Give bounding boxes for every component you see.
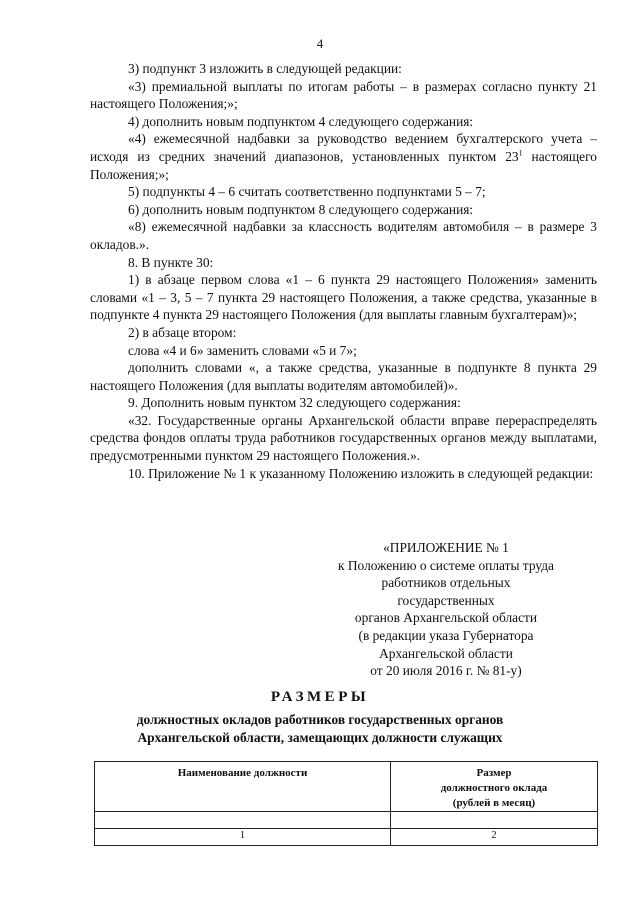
paragraph-5: 5) подпункты 4 – 6 считать соответственно подпунктами 5 – 7;	[128, 184, 486, 200]
header-position-name: Наименование должности	[95, 762, 391, 812]
document-title: РАЗМЕРЫ	[270, 689, 370, 705]
body-text	[90, 60, 597, 482]
appendix-line: работников отдельных	[381, 575, 511, 591]
appendix-line: от 20 июля 2016 г. № 81-у)	[370, 663, 522, 679]
header-salary-size: Размер должностного оклада (рублей в месяц)	[391, 762, 598, 812]
paragraph-6: 6) дополнить новым подпунктом 8 следующего содержания:	[128, 201, 474, 217]
document-subtitle	[0, 711, 640, 747]
appendix-line: государственных	[397, 592, 495, 608]
column-number-2: 2	[391, 829, 598, 846]
column-number-1: 1	[95, 829, 391, 846]
item-8-sub-2-words: слова «4 и 6» заменить словами «5 и 7»;	[128, 342, 357, 358]
item-8-heading: 8. В пункте 30:	[128, 254, 214, 270]
appendix-header	[326, 539, 566, 680]
appendix-line: (в редакции указа Губернатора	[358, 627, 534, 643]
page-number: 4	[316, 36, 324, 51]
appendix-line: Архангельской области	[379, 645, 513, 661]
appendix-line: «ПРИЛОЖЕНИЕ № 1	[383, 540, 509, 555]
paragraph-3-text: «3) премиальной выплаты по итогам работы – в размерах согласно пункту 21 настоящего Положения;»;	[90, 78, 597, 112]
appendix-line: к Положению о системе оплаты труда	[338, 557, 554, 573]
subtitle-line: Архангельской области, замещающих должности служащих	[137, 730, 503, 745]
item-8-sub-2: 2) в абзаце втором:	[128, 324, 237, 340]
appendix-line: органов Архангельской области	[354, 610, 538, 626]
item-9-heading: 9. Дополнить новым пунктом 32 следующего содержания:	[128, 395, 461, 411]
paragraph-3: 3) подпункт 3 изложить в следующей редакции:	[128, 61, 402, 76]
item-8-sub-1: 1) в абзаце первом слова «1 – 6 пункта 29 настоящего Положения» заменить словами «1 – 3, 5 – 7 пункта 29 настоящего Положения, а также средства, указанные в подпункте 4 пункта 29 настоящего Положения (для выплаты главным бухгалтерам)»;	[90, 272, 597, 323]
table-spacer-row	[95, 812, 598, 829]
footnote-superscript: 1	[518, 148, 523, 158]
item-8-sub-2-add: дополнить словами «, а также средства, указанные в подпункте 8 пункта 29 настоящего Положения (для выплаты водителям автомобилей)».	[90, 360, 597, 393]
salary-table	[94, 761, 598, 846]
subtitle-line: должностных окладов работников государственных органов	[136, 712, 504, 727]
paragraph-4: 4) дополнить новым подпунктом 4 следующего содержания:	[128, 113, 474, 129]
item-9-text: «32. Государственные органы Архангельской области вправе перераспределять средства фондов оплаты труда работников государственных органов между выплатами, предусмотренными пунктом 29 настоящего Положения.».	[90, 412, 597, 464]
item-10: 10. Приложение № 1 к указанному Положению изложить в следующей редакции:	[128, 465, 594, 481]
table-header-row	[95, 762, 598, 812]
table-column-number-row	[95, 829, 598, 846]
paragraph-8-text: «8) ежемесячной надбавки за классность водителям автомобиля – в размере 3 окладов.».	[90, 219, 597, 252]
paragraph-4-text: «4) ежемесячной надбавки за руководство ведением бухгалтерского учета – исходя из средних значений диапазонов, установленных пунктом $23^1$ настоящего Положения;»;	[90, 131, 597, 182]
